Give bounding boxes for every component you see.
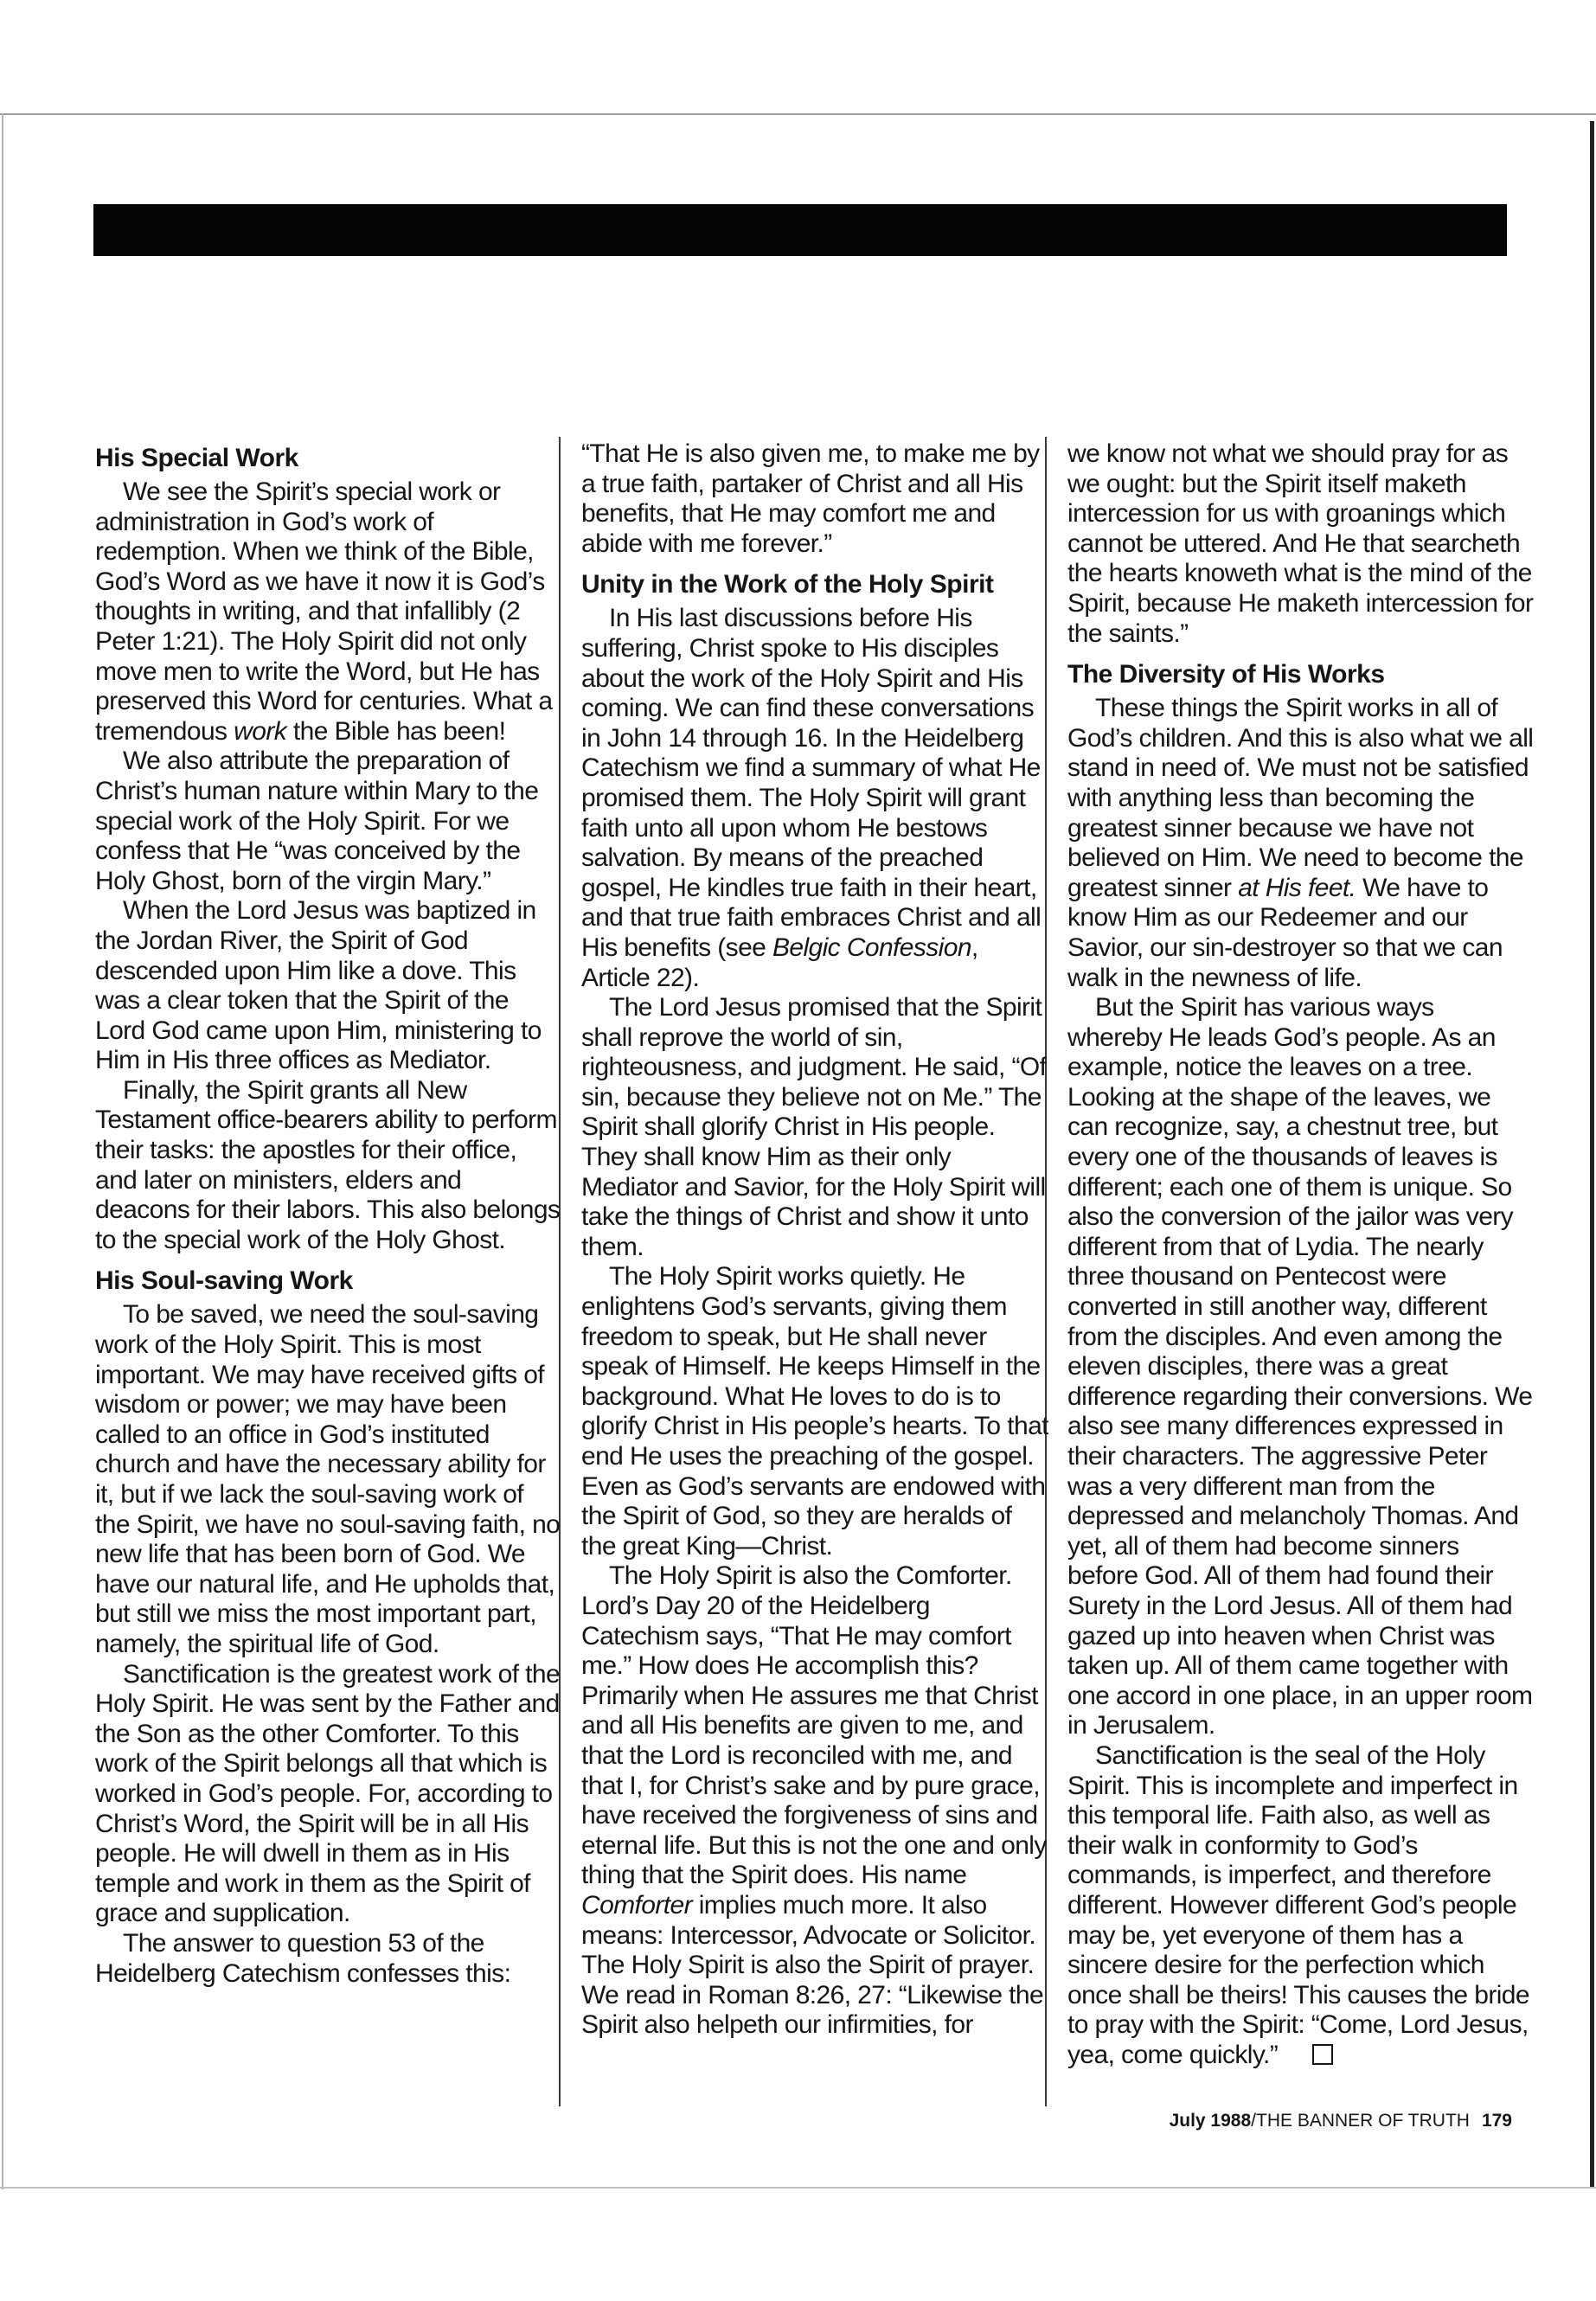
section-heading-diversity: The Diversity of His Works xyxy=(1067,660,1385,689)
section-heading-special-work: His Special Work xyxy=(95,444,298,472)
article-column-2 xyxy=(581,439,1048,2109)
paragraph-text: We have to know Him as our Redeemer and our Savior, our sin-destroyer so that we can walk in the newness of life. xyxy=(1067,873,1503,992)
paragraph-text: These things the Spirit works in all of God’s children. And this is also what we all stand in need of. We must not be satisfied with anything less than becoming the greatest sinner because we have not believed on Him. We need to become the greatest sinner xyxy=(1067,694,1534,902)
paragraph-final xyxy=(1067,1741,1535,2071)
scan-edge-left xyxy=(2,113,3,2189)
paragraph: When the Lord Jesus was baptized in the Jordan River, the Spirit of God descended upon Him like a dove. This was a clear token that the Spirit of the Lord God came upon Him, ministering to Him in His three offices as Mediator. xyxy=(95,896,542,1075)
paragraph xyxy=(581,1561,1048,2041)
paragraph: To be saved, we need the soul-saving work of the Holy Spirit. This is most important. We may have received gifts of wisdom or power; we may have been called to an office in God’s instituted church and have the necessary ability for it, but if we lack the soul-saving work of the Spirit, we have no soul-saving faith, no new life that has been born of God. We have our natural life, and He upholds that, but still we miss the most important part, namely, the spiritual life of God. xyxy=(95,1300,561,1658)
paragraph-text: We see the Spirit’s special work or administration in God’s work of redemption. When we think of the Bible, God’s Word as we have it now it is God’s thoughts in writing, and that infallibly (2 Peter 1:21). The Holy Spirit did not only move men to write the Word, but He has preserved this Word for centuries. What a tremendous xyxy=(95,478,553,746)
paragraph xyxy=(581,604,1048,993)
paragraph-text: The Holy Spirit is also the Comforter. Lord’s Day 20 of the Heidelberg Catechism says, “That He may comfort me.” How does He accomplish this? Primarily when He assures me that Christ and all His benefits are given to me, and that the Lord is reconciled with me, and that I, for Christ’s sake and by pure grace, have received the forgiveness of sins and eternal life. But this is not the one and only thing that the Spirit does. His name xyxy=(581,1561,1047,1890)
paragraph-text: implies much more. It also means: Intercessor, Advocate or Solicitor. The Holy Spirit is also the Spirit of prayer. We read in Roman 8:26, 27: “Likewise the Spirit also helpeth our infirmities, for xyxy=(581,1890,1044,2040)
scan-edge-bottom xyxy=(0,2187,1596,2189)
section-heading-soul-saving-work: His Soul-saving Work xyxy=(95,1266,353,1296)
emphasis-text: work xyxy=(234,716,287,746)
paragraph-text: , Article 22). xyxy=(581,933,978,992)
paragraph: The Lord Jesus promised that the Spirit shall reprove the world of sin, righteousness, and judgment. He said, “Of sin, because they believe not on Me.” The Spirit shall glorify Christ in His people. They shall know Him as their only Mediator and Savior, for the Holy Spirit will take the things of Christ and show it unto them. xyxy=(581,993,1047,1261)
paragraph: Sanctification is the greatest work of the Holy Spirit. He was sent by the Father and the Son as the other Comforter. To this work of the Spirit belongs all that which is worked in God’s people. For, according to Christ’s Word, the Spirit will be in all His people. He will dwell in them as in His temple and work in them as the Spirit of grace and supplication. xyxy=(95,1659,561,1928)
paragraph-text: the Bible has been! xyxy=(292,716,506,746)
footer-date: July 1988 xyxy=(1169,2111,1252,2131)
section-heading-unity: Unity in the Work of the Holy Spirit xyxy=(581,570,994,599)
emphasis-text: Comforter xyxy=(581,1890,692,1920)
emphasis-text: at His feet. xyxy=(1238,873,1356,902)
header-black-bar xyxy=(93,204,1507,256)
end-of-article-icon xyxy=(1312,2044,1333,2065)
scan-edge-right xyxy=(1590,121,1594,2189)
article-column-3 xyxy=(1067,439,1535,2109)
scan-edge-top xyxy=(0,113,1596,115)
paragraph: The answer to question 53 of the Heidelberg Catechism confesses this: xyxy=(95,1928,511,1988)
paragraph xyxy=(95,478,562,747)
paragraph-text: Sanctification is the seal of the Holy Spirit. This is incomplete and imperfect in this temporal life. Faith also, as well as their walk in conformity to God’s commands, is imperfect, and therefore different. However different God’s people may be, yet everyone of them has a sincere desire for the perfection which once shall be theirs! This causes the bride to pray with the Spirit: “Come, Lord Jesus, yea, come quickly.” xyxy=(1067,1740,1529,2069)
paragraph: The Holy Spirit works quietly. He enlightens God’s servants, giving them freedom to speak, but He shall never speak of Himself. He keeps Himself in the background. What He loves to do is to glorify Christ in His people’s hearts. To that end He uses the preaching of the gospel. Even as God’s servants are endowed with the Spirit of God, so they are heralds of the great King—Christ. xyxy=(581,1262,1048,1561)
paragraph xyxy=(1067,694,1535,993)
paragraph: Finally, the Spirit grants all New Testament office-bearers ability to perform their tasks: the apostles for their office, and later on ministers, elders and deacons for their labors. This also belongs to the special work of the Holy Ghost. xyxy=(95,1075,561,1254)
emphasis-text: Belgic Confession xyxy=(772,933,971,962)
page-number: 179 xyxy=(1481,2111,1512,2131)
paragraph: We also attribute the preparation of Christ’s human nature within Mary to the special work of the Holy Spirit. For we confess that He “was conceived by the Holy Ghost, born of the virgin Mary.” xyxy=(95,747,539,895)
page-footer xyxy=(1071,2111,1512,2131)
paragraph-quote: “That He is also given me, to make me by a true faith, partaker of Christ and all His benefits, that He may comfort me and abide with me forever.” xyxy=(581,439,1040,558)
footer-publication: /THE BANNER OF TRUTH xyxy=(1251,2111,1470,2131)
paragraph-text: In His last discussions before His suffering, Christ spoke to His disciples about the work of the Holy Spirit and His coming. We can find these conversations in John 14 through 16. In the Heidelberg Catechism we find a summary of what He promised them. The Holy Spirit will grant faith unto all upon whom He bestows salvation. By means of the preached gospel, He kindles true faith in their heart, and that true faith embraces Christ and all His benefits (see xyxy=(581,604,1042,962)
paragraph-continued: we know not what we should pray for as we ought: but the Spirit itself maketh intercession for us with groanings which cannot be uttered. And He that searcheth the hearts knoweth what is the mind of the Spirit, because He maketh intercession for the saints.” xyxy=(1067,439,1534,648)
paragraph: But the Spirit has various ways whereby He leads God’s people. As an example, notice the leaves on a tree. Looking at the shape of the leaves, we can recognize, say, a chestnut tree, but every one of the thousands of leaves is different; each one of them is unique. So also the conversion of the jailor was very different from that of Lydia. The nearly three thousand on Pentecost were converted in still another way, different from the disciples. And even among the eleven disciples, there was a great difference regarding their conversions. We also see many differences expressed in their characters. The aggressive Peter was a very different man from the depressed and melancholy Thomas. And yet, all of them had become sinners before God. All of them had found their Surety in the Lord Jesus. All of them had gazed up into heaven when Christ was taken up. All of them came together with one accord in one place, in an upper room in Jerusalem. xyxy=(1067,993,1533,1740)
article-column-1 xyxy=(95,439,562,2109)
